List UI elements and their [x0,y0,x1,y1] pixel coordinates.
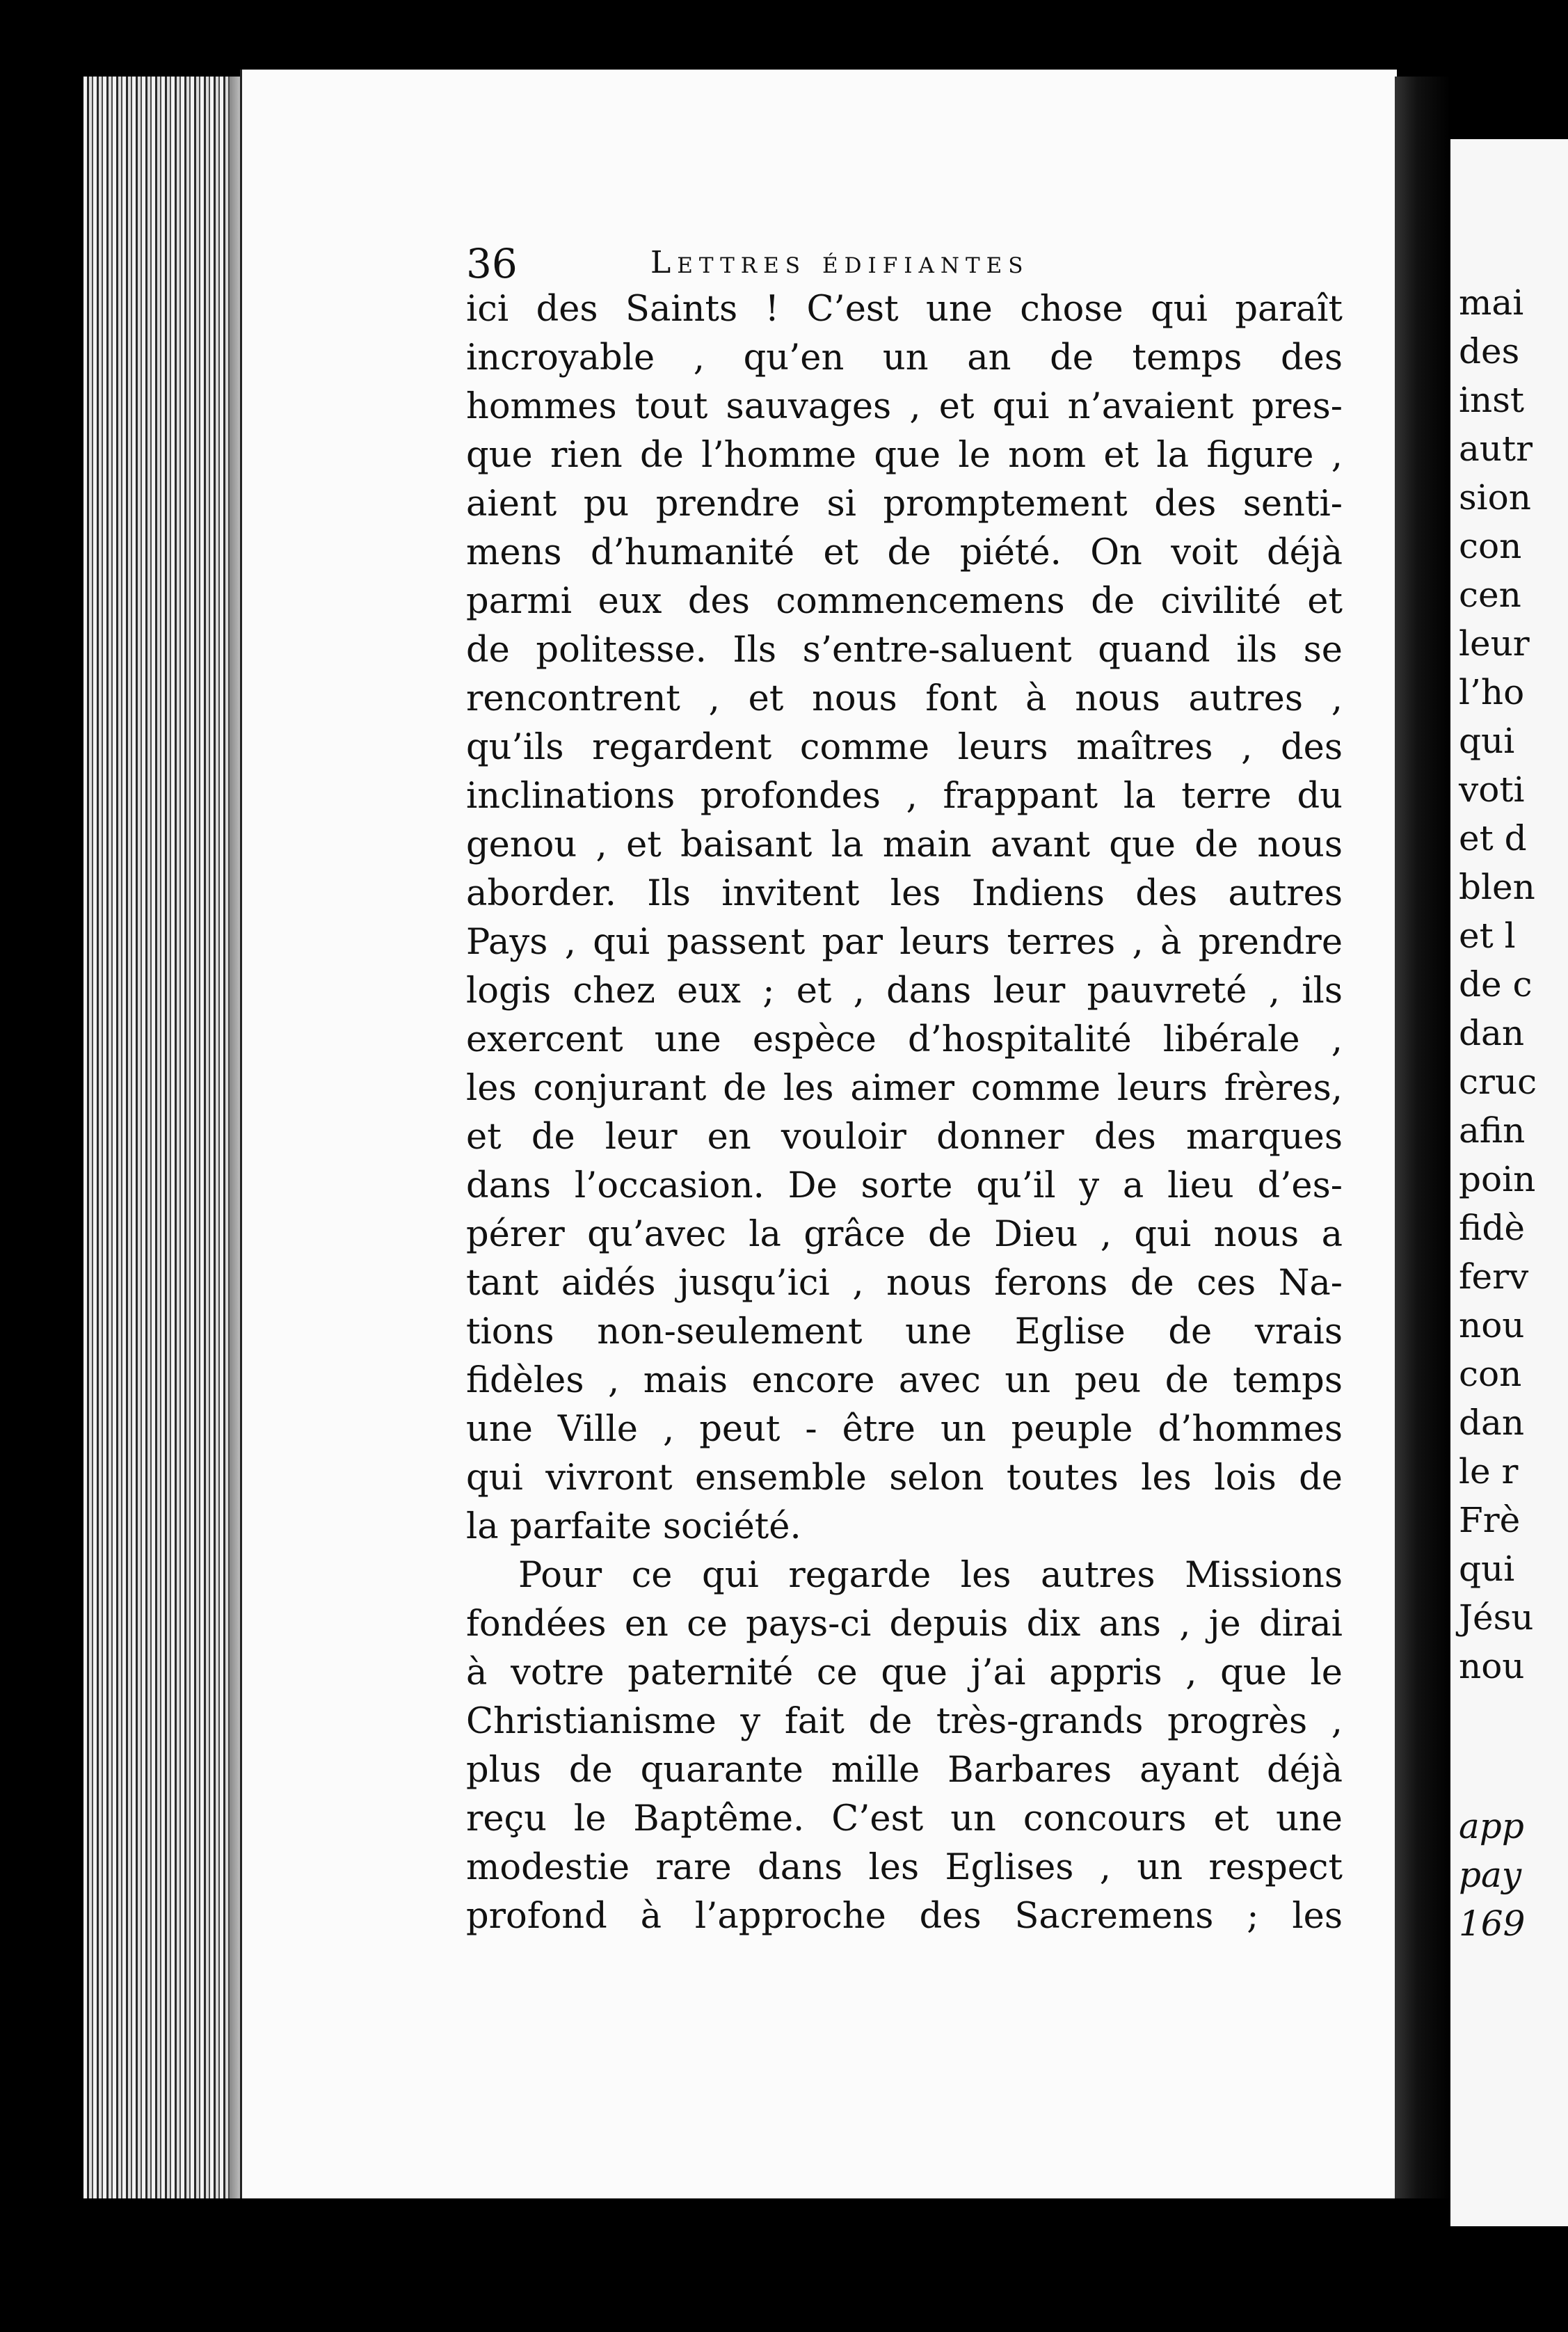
facing-text-line: des [1459,331,1520,372]
text-line: tions non-seulement une Eglise de vrais [466,1311,1343,1352]
facing-italic-line: 169 [1459,1903,1526,1944]
text-line: tant aidés jusqu’ici , nous ferons de ces Na- [466,1263,1343,1304]
facing-text-line: et l [1459,916,1516,956]
text-line: ici des Saints ! C’est une chose qui paraît [466,289,1343,330]
text-line: hommes tout sauvages , et qui n’avaient pres- [466,386,1343,427]
facing-text-line: qui [1459,1549,1515,1589]
text-line: les conjurant de les aimer comme leurs frères, [466,1068,1343,1109]
facing-italic-line: pay [1459,1855,1522,1895]
text-line: plus de quarante mille Barbares ayant déjà [466,1750,1343,1791]
facing-text-line: con [1459,526,1522,566]
text-line: qu’ils regardent comme leurs maîtres , des [466,727,1343,768]
text-line: rencontrent , et nous font à nous autres , [466,678,1343,719]
text-line: que rien de l’homme que le nom et la figure , [466,435,1343,476]
text-line: mens d’humanité et de piété. On voit déjà [466,532,1343,573]
facing-text-line: autr [1459,429,1533,469]
facing-text-line: l’ho [1459,672,1525,712]
facing-text-line: cruc [1459,1062,1537,1102]
facing-text-line: inst [1459,380,1524,420]
text-line: profond à l’approche des Sacremens ; les [466,1896,1343,1937]
text-line: aient pu prendre si promptement des senti- [466,484,1343,525]
facing-text-line: afin [1459,1110,1526,1151]
text-line: de politesse. Ils s’entre-saluent quand ils se [466,630,1343,671]
text-line: la parfaite société. [466,1506,801,1547]
text-line: Pays , qui passent par leurs terres , à prendre [466,922,1343,963]
text-line: reçu le Baptême. C’est un concours et une [466,1798,1343,1839]
facing-text-line: dan [1459,1403,1525,1443]
facing-text-line: le r [1459,1451,1519,1492]
text-line: exercent une espèce d’hospitalité libérale , [466,1019,1343,1060]
facing-text-line: Jésu [1459,1597,1534,1638]
text-line: aborder. Ils invitent les Indiens des autres [466,873,1343,914]
text-line: logis chez eux ; et , dans leur pauvreté , ils [466,971,1343,1012]
facing-text-line: cen [1459,575,1521,615]
text-line: et de leur en vouloir donner des marques [466,1117,1343,1158]
book-gutter-shadow [1395,77,1450,2198]
text-line: inclinations profondes , frappant la terre du [466,776,1343,817]
facing-text-line: mai [1459,282,1524,323]
facing-text-line: de c [1459,964,1533,1005]
text-line: fidèles , mais encore avec un peu de temps [466,1360,1343,1401]
text-line: incroyable , qu’en un an de temps des [466,337,1343,378]
facing-text-line: poin [1459,1159,1536,1199]
text-line: modestie rare dans les Eglises , un respect [466,1847,1343,1888]
facing-text-line: nou [1459,1305,1525,1345]
facing-italic-line: app [1459,1806,1524,1846]
page-number: 36 [466,240,518,287]
text-line: pérer qu’avec la grâce de Dieu , qui nous a [466,1214,1343,1255]
body-text [466,285,1343,1941]
facing-text-line: et d [1459,818,1527,858]
facing-text-line: Frè [1459,1500,1521,1540]
text-line: une Ville , peut - être un peuple d’hommes [466,1409,1343,1450]
text-line: qui vivront ensemble selon toutes les lois de [466,1458,1343,1499]
running-header: Lettres édifiantes [650,245,1030,280]
facing-text-line: sion [1459,477,1531,518]
text-line: fondées en ce pays-ci depuis dix ans , je dirai [466,1604,1343,1645]
facing-text-line: nou [1459,1646,1525,1686]
facing-text-line: voti [1459,769,1525,810]
text-line: Christianisme y fait de très-grands progrès , [466,1701,1343,1742]
facing-text-line: dan [1459,1013,1525,1053]
facing-text-line: ferv [1459,1256,1529,1297]
text-line: genou , et baisant la main avant que de nous [466,824,1343,865]
facing-text-line: leur [1459,623,1530,664]
facing-text-line: fidè [1459,1208,1525,1248]
text-line: à votre paternité ce que j’ai appris , que le [466,1652,1343,1693]
facing-text-line: blen [1459,867,1535,907]
text-line: dans l’occasion. De sorte qu’il y a lieu d’es- [466,1165,1343,1206]
facing-text-line: qui [1459,721,1515,761]
paragraph-start-line: Pour ce qui regarde les autres Missions [518,1555,1343,1596]
stacked-page-edges [83,77,250,2198]
facing-text-line: con [1459,1354,1522,1394]
text-line: parmi eux des commencemens de civilité et [466,581,1343,622]
facing-page [1450,139,1568,2226]
